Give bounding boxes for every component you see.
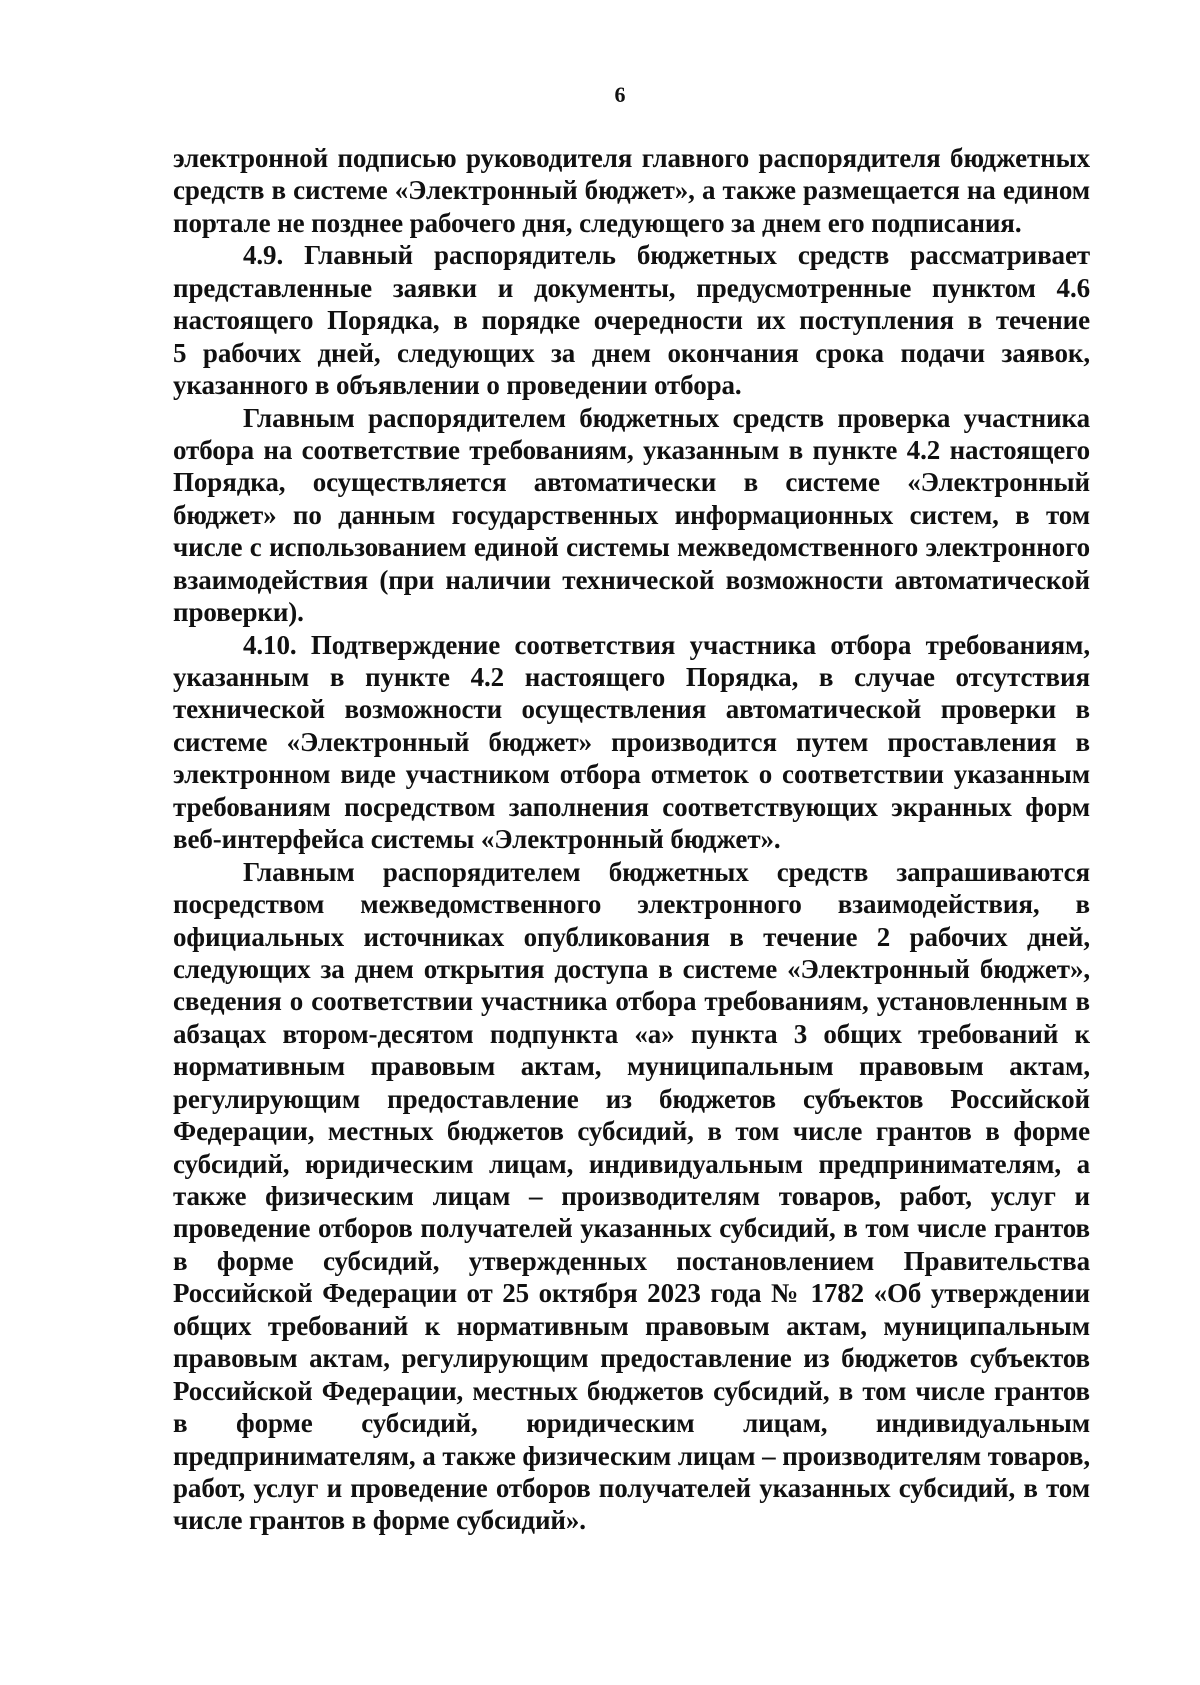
text-line: проведение отборов получателей указанных субсидий, в том числе грантов bbox=[173, 1213, 1090, 1244]
text-line: посредством межведомственного электронного взаимодействия, в bbox=[173, 889, 1090, 920]
paragraph-clause-4-9 bbox=[173, 239, 1090, 401]
text-line: отбора на соответствие требованиям, указанным в пункте 4.2 настоящего bbox=[173, 434, 1090, 465]
page-number: 6 bbox=[614, 82, 626, 107]
paragraph-verification bbox=[173, 402, 1090, 629]
text-line: в форме субсидий, юридическим лицам, индивидуальным bbox=[173, 1408, 1090, 1439]
text-line: 4.10. Подтверждение соответствия участника отбора требованиям, bbox=[243, 629, 1090, 660]
text-line: следующих за днем открытия доступа в системе «Электронный бюджет», bbox=[173, 953, 1090, 984]
text-line: электронном виде участником отбора отметок о соответствии указанным bbox=[173, 759, 1090, 790]
text-line: проверки). bbox=[173, 597, 304, 628]
text-line: правовым актам, регулирующим предоставление из бюджетов субъектов bbox=[173, 1343, 1090, 1374]
text-line: Федерации, местных бюджетов субсидий, в том числе грантов в форме bbox=[173, 1116, 1090, 1147]
text-line: сведения о соответствии участника отбора требованиям, установленным в bbox=[173, 986, 1090, 1017]
text-line: веб-интерфейса системы «Электронный бюджет». bbox=[173, 824, 781, 855]
text-line: абзацах втором-десятом подпункта «а» пункта 3 общих требований к bbox=[173, 1018, 1090, 1049]
text-line: представленные заявки и документы, предусмотренные пунктом 4.6 bbox=[173, 272, 1090, 303]
text-line: Порядка, осуществляется автоматически в системе «Электронный bbox=[173, 467, 1090, 498]
text-line: портале не позднее рабочего дня, следующего за днем его подписания. bbox=[173, 207, 1022, 238]
text-line: общих требований к нормативным правовым актам, муниципальным bbox=[173, 1310, 1090, 1341]
paragraph-continuation bbox=[173, 142, 1090, 239]
text-line: предпринимателям, а также физическим лицам – производителям товаров, bbox=[173, 1440, 1090, 1471]
text-line: числе грантов в форме субсидий». bbox=[173, 1505, 586, 1536]
text-line: бюджет» по данным государственных информационных систем, в том bbox=[173, 499, 1090, 530]
document-body bbox=[173, 142, 1090, 1537]
text-line: указанного в объявлении о проведении отбора. bbox=[173, 370, 742, 401]
text-line: нормативным правовым актам, муниципальным правовым актам, bbox=[173, 1051, 1090, 1082]
text-line: в форме субсидий, утвержденных постановлением Правительства bbox=[173, 1245, 1090, 1276]
text-line: 5 рабочих дней, следующих за днем окончания срока подачи заявок, bbox=[173, 337, 1090, 368]
text-line: также физическим лицам – производителям товаров, работ, услуг и bbox=[173, 1181, 1090, 1211]
text-line: 4.9. Главный распорядитель бюджетных средств рассматривает bbox=[243, 240, 1090, 271]
paragraph-clause-4-10 bbox=[173, 629, 1090, 856]
text-line: технической возможности осуществления автоматической проверки в bbox=[173, 694, 1090, 725]
text-line: Российской Федерации, местных бюджетов субсидий, в том числе грантов bbox=[173, 1375, 1090, 1406]
text-line: официальных источниках опубликования в течение 2 рабочих дней, bbox=[173, 921, 1090, 952]
text-line: регулирующим предоставление из бюджетов субъектов Российской bbox=[173, 1083, 1090, 1114]
text-line: системе «Электронный бюджет» производится путем проставления в bbox=[173, 726, 1090, 757]
text-line: работ, услуг и проведение отборов получателей указанных субсидий, в том bbox=[173, 1472, 1090, 1503]
text-line: числе с использованием единой системы межведомственного электронного bbox=[173, 532, 1090, 563]
text-line: настоящего Порядка, в порядке очередности их поступления в течение bbox=[173, 305, 1090, 336]
text-line: субсидий, юридическим лицам, индивидуальным предпринимателям, а bbox=[173, 1148, 1090, 1179]
text-line: электронной подписью руководителя главного распорядителя бюджетных bbox=[173, 143, 1090, 173]
text-line: Российской Федерации от 25 октября 2023 года № 1782 «Об утверждении bbox=[173, 1278, 1090, 1309]
paragraph-requests bbox=[173, 856, 1090, 1537]
text-line: требованиям посредством заполнения соответствующих экранных форм bbox=[173, 791, 1090, 822]
text-line: Главным распорядителем бюджетных средств проверка участника bbox=[243, 402, 1090, 433]
text-line: Главным распорядителем бюджетных средств запрашиваются bbox=[243, 856, 1090, 887]
text-line: средств в системе «Электронный бюджет», а также размещается на едином bbox=[173, 175, 1090, 206]
text-line: указанным в пункте 4.2 настоящего Порядка, в случае отсутствия bbox=[173, 662, 1090, 692]
text-line: взаимодействия (при наличии технической возможности автоматической bbox=[173, 564, 1090, 595]
